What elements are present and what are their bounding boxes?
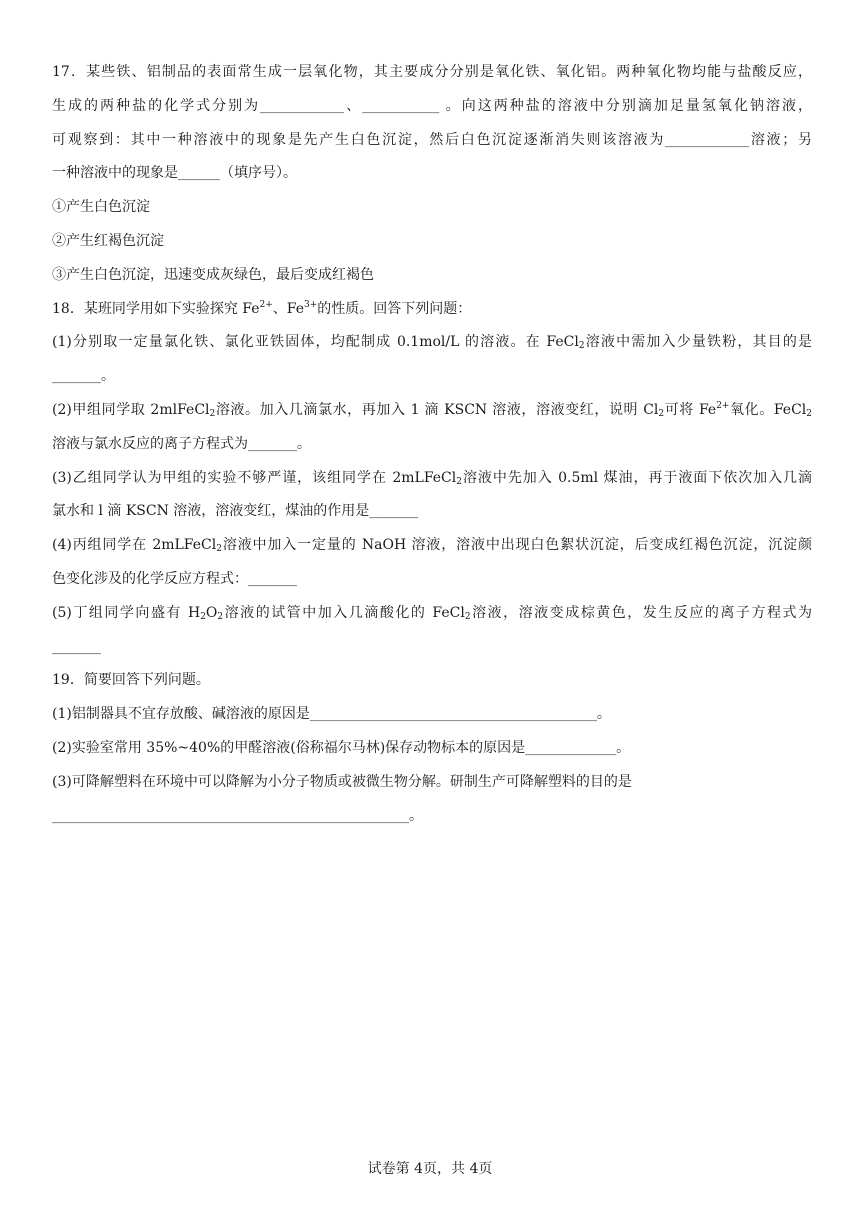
q18-p2-text-c: 可将 Fe	[664, 401, 717, 418]
q18-intro-sup-1: 2+	[259, 299, 273, 310]
q18-p2-text-d: 氧化。FeCl	[729, 401, 807, 418]
q18-part-1-line-2: _______。	[52, 368, 115, 385]
q18-part-1-line-1	[52, 326, 812, 360]
q18-part-4-line-2: 色变化涉及的化学反应方程式：_______	[52, 570, 297, 587]
q18-part-3-line-2: 氯水和 l 滴 KSCN 溶液，溶液变红，煤油的作用是_______	[52, 503, 419, 520]
q18-p2-sub-1: 2	[209, 408, 216, 419]
q18-p1-sub: 2	[578, 341, 585, 352]
page-footer: 试卷第 4页，共 4页	[367, 1161, 493, 1177]
q18-p5-text-c: 溶液的试管中加入几滴酸化的 FeCl	[223, 604, 465, 621]
q19-part-3-line-1: (3)可降解塑料在环境中可以降解为小分子物质或被微生物分解。研制生产可降解塑料的目的是	[52, 773, 632, 790]
q18-part-2-line-1	[52, 394, 812, 428]
q18-p5-sub-2: 2	[217, 611, 224, 622]
q18-p2-sub-3: 2	[806, 408, 812, 419]
q19-part-2: (2)实验室常用 35%~40%的甲醛溶液(俗称福尔马林)保存动物标本的原因是_____________。	[52, 739, 631, 756]
q18-part-2-line-2: 溶液与氯水反应的离子方程式为_______。	[52, 435, 311, 452]
q18-p3-text-b: 溶液中先加入 0.5ml 煤油，再于液面下依次加入几滴	[461, 469, 813, 486]
q18-p5-text-d: 溶液，溶液变成棕黄色，发生反应的离子方程式为	[470, 604, 813, 621]
q18-p2-sub-2: 2	[658, 408, 665, 419]
q19-part-3-line-2: ___________________________________________________。	[52, 807, 423, 824]
q18-intro-text-b: 、Fe	[272, 300, 305, 317]
exam-content	[52, 56, 812, 833]
q17-line-4: 一种溶液中的现象是______（填序号）。	[52, 165, 297, 182]
q18-part-4-line-1	[52, 529, 812, 563]
q18-part-3-line-1	[52, 462, 812, 496]
q17-option-2: ②产生红褐色沉淀	[52, 232, 164, 249]
q18-p2-text-a: (2)甲组同学取 2mlFeCl	[52, 401, 210, 418]
q18-intro-text-c: 的性质。回答下列问题：	[317, 300, 472, 317]
q18-intro	[52, 293, 812, 327]
q18-p5-text-a: (5)丁组同学向盛有 H	[52, 604, 201, 621]
q18-p4-text-b: 溶液中加入一定量的 NaOH 溶液，溶液中出现白色絮状沉淀，后变成红褐色沉淀，沉淀颜	[221, 537, 812, 554]
q18-p3-text-a: (3)乙组同学认为甲组的实验不够严谨，该组同学在 2mLFeCl	[52, 469, 457, 486]
q17-line-2: 生成的两种盐的化学式分别为____________、___________ 。向这两种盐的溶液中分别滴加足量氢氧化钠溶液，	[52, 97, 812, 114]
q18-intro-sup-2: 3+	[304, 299, 318, 310]
q18-p3-sub: 2	[456, 476, 462, 487]
q18-p5-text-b: O	[205, 604, 218, 621]
q18-p4-text-a: (4)丙组同学在 2mLFeCl	[52, 537, 217, 554]
q18-p4-sub: 2	[216, 544, 222, 555]
q17-line-3: 可观察到：其中一种溶液中的现象是先产生白色沉淀，然后白色沉淀逐渐消失则该溶液为____________溶液；另	[52, 131, 812, 148]
q18-part-5-line-2: _______	[52, 638, 101, 655]
q19-part-1: (1)铝制器具不宜存放酸、碱溶液的原因是_________________________________________。	[52, 706, 611, 723]
q18-p2-text-b: 溶液。加入几滴氯水，再加入 1 滴 KSCN 溶液，溶液变红，说明 Cl	[215, 401, 659, 418]
q18-p2-sup: 2+	[716, 400, 730, 411]
q18-intro-text-a: 18．某班同学用如下实验探究 Fe	[52, 300, 260, 317]
q18-part-5-line-1	[52, 597, 812, 631]
q17-option-1: ①产生白色沉淀	[52, 199, 150, 216]
q17-option-3: ③产生白色沉淀，迅速变成灰绿色，最后变成红褐色	[52, 266, 374, 283]
q18-p5-sub-1: 2	[200, 611, 206, 622]
q18-p1-text-a: (1)分别取一定量氯化铁、氯化亚铁固体，均配制成 0.1mol/L 的溶液。在 FeCl	[52, 334, 579, 351]
q18-p1-text-b: 溶液中需加入少量铁粉，其目的是	[584, 334, 812, 351]
q17-line-1: 17．某些铁、铝制品的表面常生成一层氧化物，其主要成分分别是氧化铁、氧化铝。两种氧化物均能与盐酸反应，	[52, 64, 812, 80]
q19-intro: 19．简要回答下列问题。	[52, 672, 210, 689]
q18-p5-sub-3: 2	[464, 611, 471, 622]
